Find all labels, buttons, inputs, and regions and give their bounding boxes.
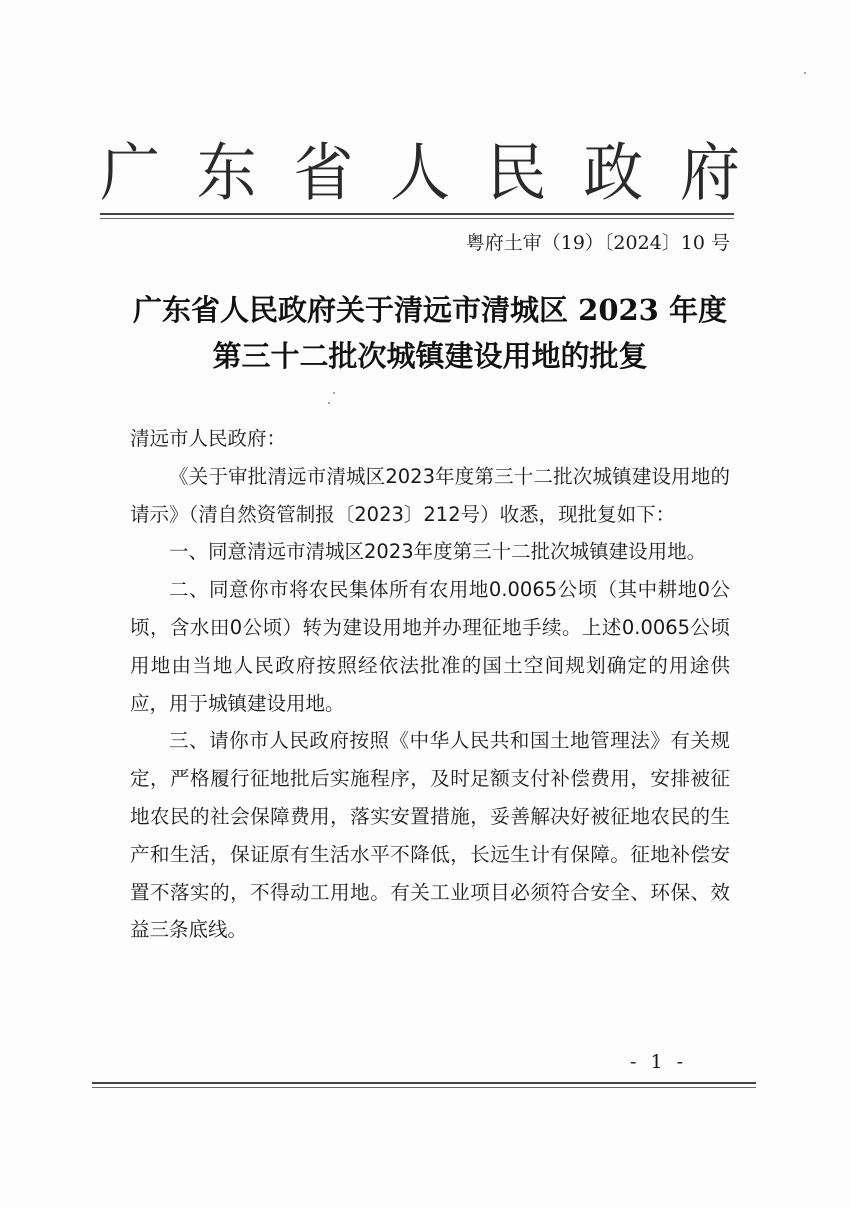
issuer-char: 东 bbox=[196, 136, 257, 210]
body-paragraph: 《关于审批清远市清城区2023年度第三十二批次城镇建设用地的请示》（清自然资管制报〔2023〕212号）收悉，现批复如下： bbox=[130, 464, 730, 526]
issuer-char: 政 bbox=[583, 136, 644, 210]
header-divider bbox=[100, 213, 734, 215]
page-number: - 1 - bbox=[630, 1051, 688, 1073]
body-paragraph: 一、同意清远市清城区2023年度第三十二批次城镇建设用地。 bbox=[169, 540, 707, 564]
salutation: 清远市人民政府： bbox=[130, 427, 287, 450]
issuer-header bbox=[100, 128, 740, 208]
body-paragraph: 二、同意你市将农民集体所有农用地0.0065公顷（其中耕地0公顷，含水田0公顷）转为建设用地并办理征地手续。上述0.0065公顷用地由当地人民政府按照经依法批准的国土空间规划确定的用途供应，用于城镇建设用地。 bbox=[130, 578, 730, 715]
scan-speck bbox=[328, 402, 330, 404]
title-line-1: 广东省人民政府关于清远市清城区 2023 年度 bbox=[133, 293, 727, 327]
issuer-char: 民 bbox=[486, 136, 547, 210]
issuer-char: 府 bbox=[679, 136, 740, 210]
issuer-char: 广 bbox=[100, 136, 160, 210]
scan-speck bbox=[804, 72, 806, 74]
body-paragraph: 三、请你市人民政府按照《中华人民共和国土地管理法》有关规定，严格履行征地批后实施程序，及时足额支付补偿费用，安排被征地农民的社会保障费用，落实安置措施，妥善解决好被征地农民的生产和生活，保证原有生活水平不降低，长远生计有保障。征地补偿安置不落实的，不得动工用地。有关工业项目必须符合安全、环保、效益三条底线。 bbox=[130, 729, 730, 942]
issuer-char: 人 bbox=[389, 136, 450, 210]
issuer-char: 省 bbox=[293, 136, 354, 210]
footer-divider-thin bbox=[92, 1087, 756, 1088]
document-title bbox=[100, 287, 760, 379]
scan-speck bbox=[333, 392, 335, 394]
document-number: 粤府土审（19）〔2024〕10 号 bbox=[465, 232, 730, 254]
title-line-2: 第三十二批次城镇建设用地的批复 bbox=[212, 339, 648, 373]
footer-divider bbox=[92, 1082, 756, 1084]
header-divider-thin bbox=[100, 218, 734, 219]
document-body bbox=[130, 420, 730, 949]
